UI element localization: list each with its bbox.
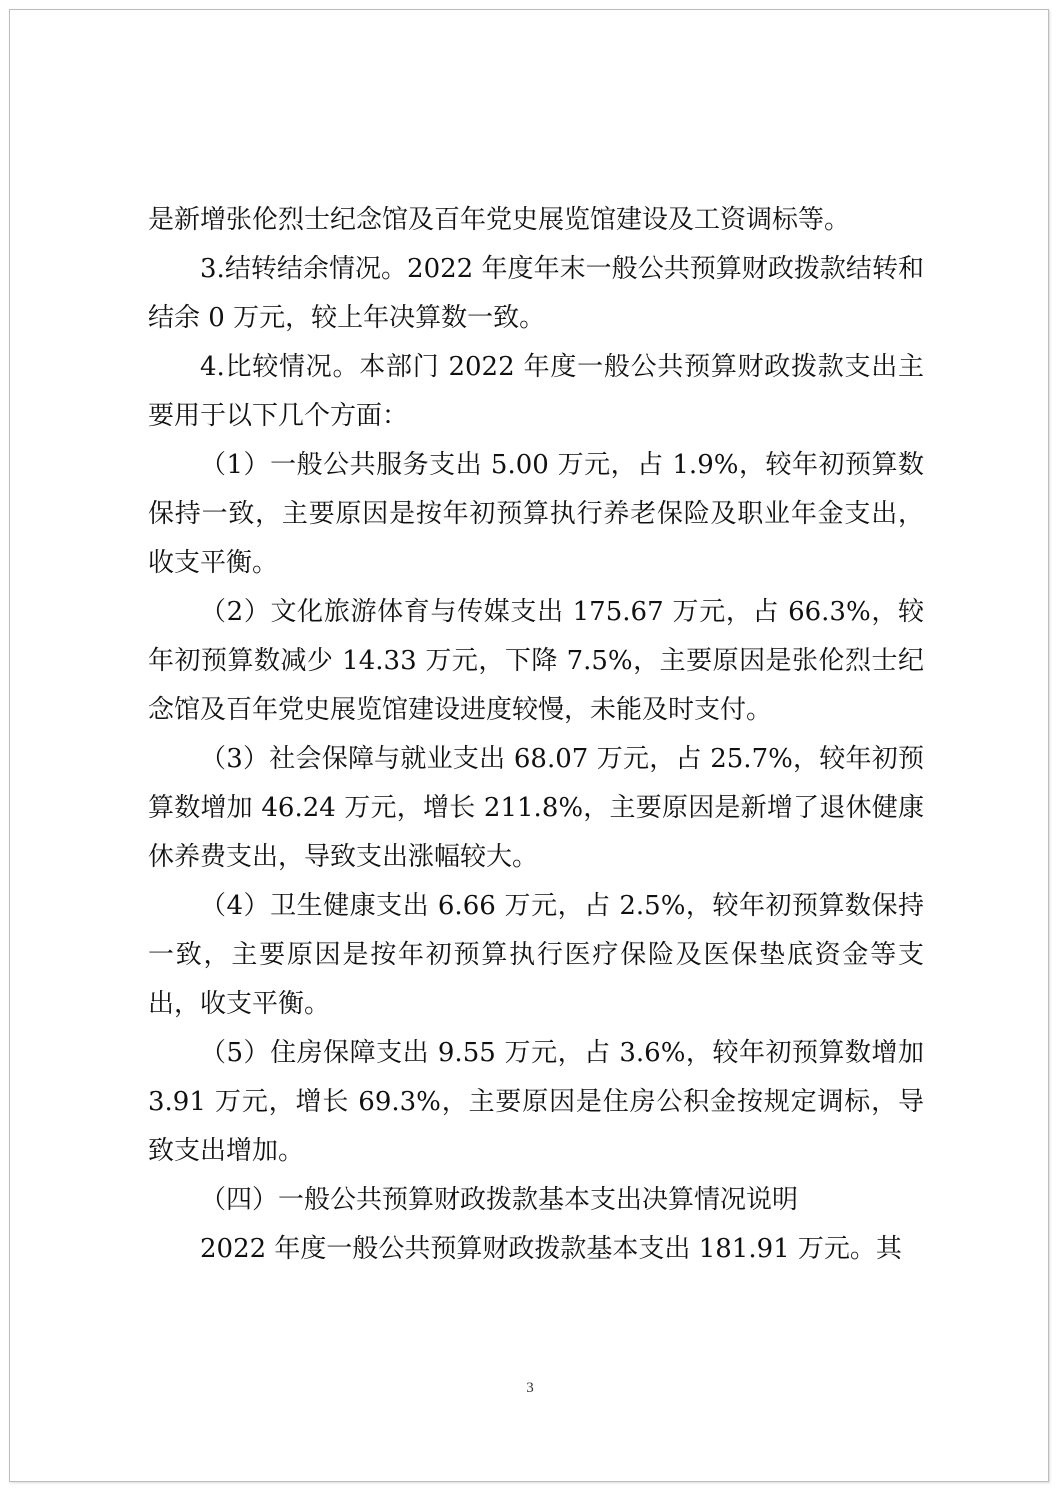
section-heading: （四）一般公共预算财政拨款基本支出决算情况说明 xyxy=(200,1185,799,1215)
paragraph-item-4: （4）卫生健康支出 6.66 万元，占 2.5%，较年初预算数保持一致，主要原因是按年初预算执行医疗保险及医保垫底资金等支出，收支平衡。 xyxy=(148,891,924,1019)
document-body xyxy=(148,196,924,1274)
paragraph-basic-expenditure: 2022 年度一般公共预算财政拨款基本支出 181.91 万元。其 xyxy=(200,1234,902,1264)
paragraph-comparison: 4.比较情况。本部门 2022 年度一般公共预算财政拨款支出主要用于以下几个方面： xyxy=(148,352,924,431)
paragraph-continuation: 是新增张伦烈士纪念馆及百年党史展览馆建设及工资调标等。 xyxy=(148,205,851,235)
paragraph-item-3: （3）社会保障与就业支出 68.07 万元，占 25.7%，较年初预算数增加 46.24 万元，增长 211.8%，主要原因是新增了退休健康休养费支出，导致支出涨幅较大。 xyxy=(148,744,924,872)
paragraph-carryover: 3.结转结余情况。2022 年度年末一般公共预算财政拨款结转和结余 0 万元，较上年决算数一致。 xyxy=(148,254,924,333)
paragraph-item-2: （2）文化旅游体育与传媒支出 175.67 万元，占 66.3%，较年初预算数减少 14.33 万元，下降 7.5%，主要原因是张伦烈士纪念馆及百年党史展览馆建设进度较慢，未能及时支付。 xyxy=(148,597,924,725)
paragraph-item-1: （1）一般公共服务支出 5.00 万元，占 1.9%，较年初预算数保持一致，主要原因是按年初预算执行养老保险及职业年金支出，收支平衡。 xyxy=(148,450,924,578)
page-number: 3 xyxy=(526,1380,534,1396)
paragraph-item-5: （5）住房保障支出 9.55 万元，占 3.6%，较年初预算数增加 3.91 万元，增长 69.3%，主要原因是住房公积金按规定调标，导致支出增加。 xyxy=(148,1038,924,1166)
